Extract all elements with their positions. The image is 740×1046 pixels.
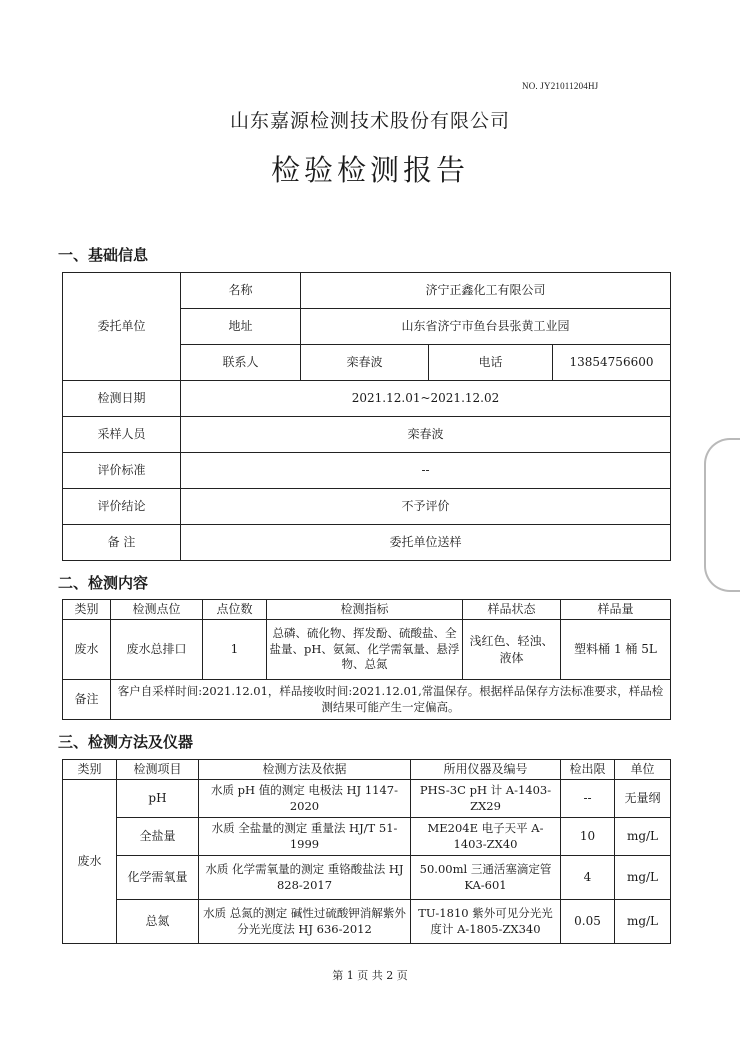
client-label: 委托单位 [63, 273, 181, 381]
row-count: 1 [203, 620, 267, 680]
page-number: 第 1 页 共 2 页 [332, 969, 408, 982]
phone-label: 电话 [429, 345, 553, 381]
date-label: 检测日期 [63, 381, 181, 417]
address-value: 山东省济宁市鱼台县张黄工业园 [301, 309, 671, 345]
table-row-instrument: 50.00ml 三通活塞滴定管 KA-601 [411, 856, 561, 900]
standard-label: 评价标准 [63, 453, 181, 489]
row-state: 浅红色、轻浊、液体 [463, 620, 561, 680]
method-header-limit: 检出限 [561, 760, 615, 780]
remark-label: 备 注 [63, 525, 181, 561]
row-category: 废水 [63, 620, 111, 680]
method-header-category: 类别 [63, 760, 117, 780]
section-basic-info-heading: 一、基础信息 [58, 246, 149, 264]
conclusion-label: 评价结论 [63, 489, 181, 525]
test-content-table [62, 599, 671, 720]
section-test-method-heading: 三、检测方法及仪器 [58, 733, 194, 751]
basic-info-table [62, 272, 671, 561]
seal-stamp-graphic [704, 438, 740, 592]
table-row-item: 总氮 [117, 900, 199, 944]
date-value: 2021.12.01~2021.12.02 [181, 381, 671, 417]
address-label: 地址 [181, 309, 301, 345]
table-row-instrument: TU-1810 紫外可见分光光度计 A-1805-ZX340 [411, 900, 561, 944]
header-category: 类别 [63, 600, 111, 620]
table-row-item: 化学需氧量 [117, 856, 199, 900]
note-label: 备注 [63, 680, 111, 720]
header-count: 点位数 [203, 600, 267, 620]
phone-value: 13854756600 [553, 345, 671, 381]
sampler-value: 栾春波 [181, 417, 671, 453]
header-amount: 样品量 [561, 600, 671, 620]
method-header-item: 检测项目 [117, 760, 199, 780]
table-row-limit: 10 [561, 818, 615, 856]
report-title: 检验检测报告 [270, 153, 469, 187]
row-amount: 塑料桶 1 桶 5L [561, 620, 671, 680]
table-row-unit: mg/L [615, 900, 671, 944]
contact-value: 栾春波 [301, 345, 429, 381]
table-row-method: 水质 化学需氧量的测定 重铬酸盐法 HJ 828-2017 [199, 856, 411, 900]
table-row-unit: mg/L [615, 856, 671, 900]
table-row-limit: 0.05 [561, 900, 615, 944]
row-point: 废水总排口 [111, 620, 203, 680]
contact-label: 联系人 [181, 345, 301, 381]
table-row-method: 水质 pH 值的测定 电极法 HJ 1147-2020 [199, 780, 411, 818]
standard-value: -- [181, 453, 671, 489]
name-value: 济宁正鑫化工有限公司 [301, 273, 671, 309]
remark-value: 委托单位送样 [181, 525, 671, 561]
section-test-content-heading: 二、检测内容 [58, 574, 149, 592]
table-row-method: 水质 全盐量的测定 重量法 HJ/T 51-1999 [199, 818, 411, 856]
header-point: 检测点位 [111, 600, 203, 620]
table-row-unit: 无量纲 [615, 780, 671, 818]
test-method-table [62, 759, 671, 944]
table-row-item: pH [117, 780, 199, 818]
document-number: NO. JY21011204HJ [522, 81, 599, 91]
sampler-label: 采样人员 [63, 417, 181, 453]
method-header-instrument: 所用仪器及编号 [411, 760, 561, 780]
table-row-unit: mg/L [615, 818, 671, 856]
method-header-method: 检测方法及依据 [199, 760, 411, 780]
method-header-unit: 单位 [615, 760, 671, 780]
name-label: 名称 [181, 273, 301, 309]
table-row-instrument: ME204E 电子天平 A-1403-ZX40 [411, 818, 561, 856]
table-row-limit: 4 [561, 856, 615, 900]
header-indicators: 检测指标 [267, 600, 463, 620]
header-state: 样品状态 [463, 600, 561, 620]
row-indicators: 总磷、硫化物、挥发酚、硫酸盐、全盐量、pH、氨氮、化学需氧量、悬浮物、总氮 [267, 620, 463, 680]
note-text: 客户自采样时间:2021.12.01，样品接收时间:2021.12.01,常温保存。根据样品保存方法标准要求，样品检测结果可能产生一定偏高。 [111, 680, 671, 720]
company-name: 山东嘉源检测技术股份有限公司 [229, 110, 510, 132]
table-row-limit: -- [561, 780, 615, 818]
conclusion-value: 不予评价 [181, 489, 671, 525]
method-category: 废水 [63, 780, 117, 944]
table-row-instrument: PHS-3C pH 计 A-1403-ZX29 [411, 780, 561, 818]
table-row-item: 全盐量 [117, 818, 199, 856]
table-row-method: 水质 总氮的测定 碱性过硫酸钾消解紫外分光光度法 HJ 636-2012 [199, 900, 411, 944]
